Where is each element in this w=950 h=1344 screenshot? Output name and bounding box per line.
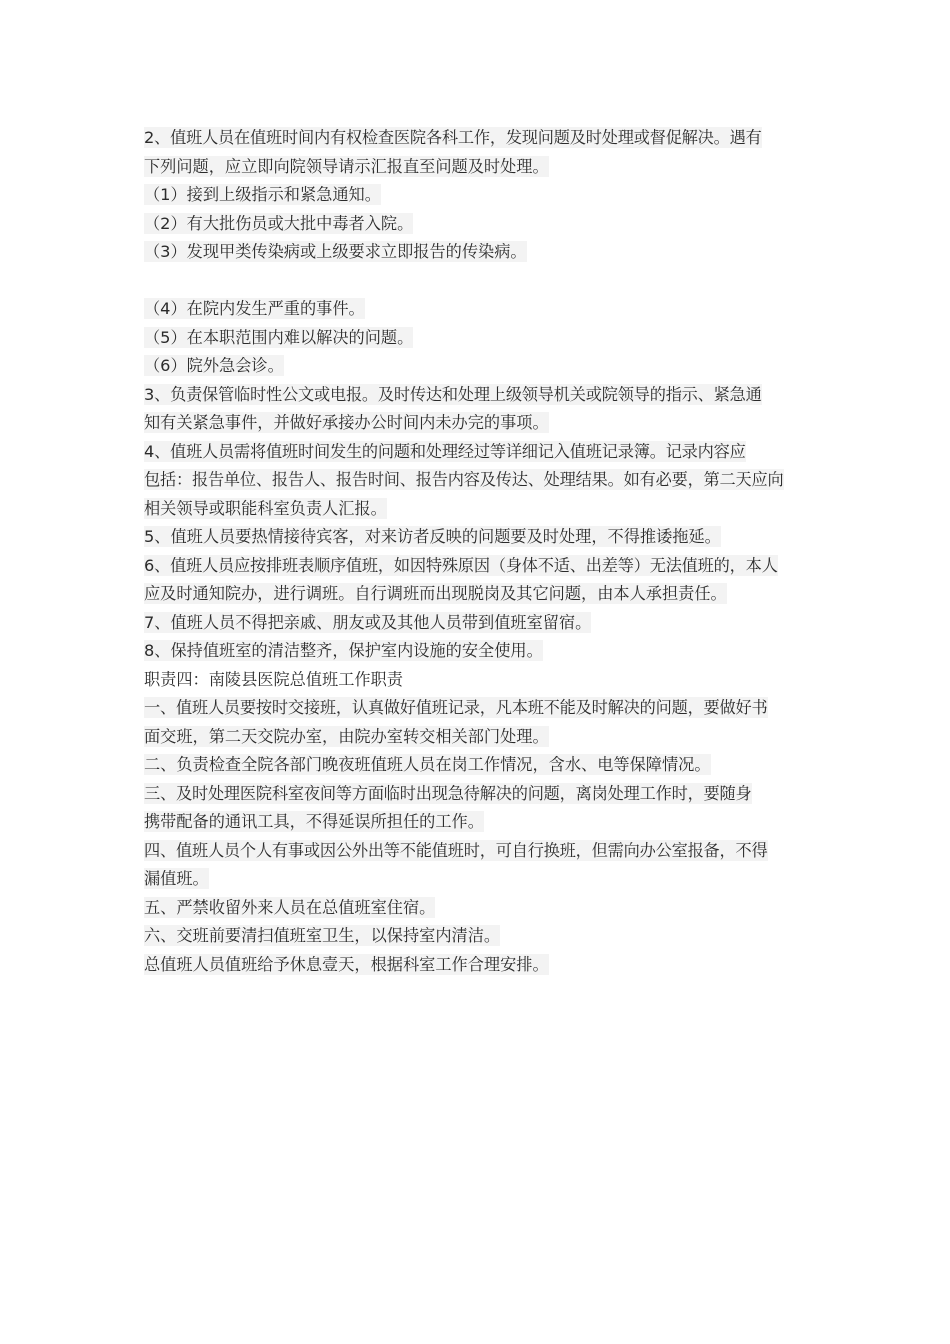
text-line: （5）在本职范围内难以解决的问题。 — [144, 327, 414, 347]
section-heading: 职责四：南陵县医院总值班工作职责 — [144, 669, 403, 689]
text-line: 相关领导或职能科室负责人汇报。 — [144, 498, 387, 518]
text-line: 知有关紧急事件，并做好承接办公时间内未办完的事项。 — [144, 413, 549, 432]
text-line: 六、交班前要清扫值班室卫生，以保持室内清洁。 — [144, 926, 501, 945]
text-line: 5、值班人员要热情接待宾客，对来访者反映的问题要及时处理，不得推诿拖延。 — [144, 527, 721, 546]
text-line: 二、负责检查全院各部门晚夜班值班人员在岗工作情况，含水、电等保障情况。 — [144, 755, 711, 774]
document-body — [144, 124, 810, 979]
text-line: 7、值班人员不得把亲戚、朋友或及其他人员带到值班室留宿。 — [144, 612, 592, 632]
text-line: 五、严禁收留外来人员在总值班室住宿。 — [144, 897, 436, 917]
text-line: 8、保持值班室的清洁整齐，保护室内设施的安全使用。 — [144, 641, 543, 660]
text-line: 总值班人员值班给予休息壹天，根据科室工作合理安排。 — [144, 954, 549, 974]
text-line: （3）发现甲类传染病或上级要求立即报告的传染病。 — [144, 242, 527, 261]
text-line: 三、及时处理医院科室夜间等方面临时出现急待解决的问题，离岗处理工作时，要随身 — [144, 783, 752, 803]
text-line: 携带配备的通讯工具，不得延误所担任的工作。 — [144, 812, 484, 831]
text-line: 应及时通知院办，进行调班。自行调班而出现脱岗及其它问题，由本人承担责任。 — [144, 584, 727, 603]
text-line: （4）在院内发生严重的事件。 — [144, 299, 365, 318]
text-line: （6）院外急会诊。 — [144, 356, 284, 375]
text-line: 下列问题，应立即向院领导请示汇报直至问题及时处理。 — [144, 156, 549, 176]
text-line: （1）接到上级指示和紧急通知。 — [144, 185, 381, 204]
text-line: 漏值班。 — [144, 869, 209, 888]
text-line: （2）有大批伤员或大批中毒者入院。 — [144, 213, 414, 233]
blank-line — [144, 267, 810, 296]
text-line: 2、值班人员在值班时间内有权检查医院各科工作，发现问题及时处理或督促解决。遇有 — [144, 128, 762, 147]
text-line: 4、值班人员需将值班时间发生的问题和处理经过等详细记入值班记录簿。记录内容应 — [144, 441, 746, 461]
text-line: 包括：报告单位、报告人、报告时间、报告内容及传达、处理结果。如有必要，第二天应向 — [144, 470, 784, 489]
text-line: 6、值班人员应按排班表顺序值班，如因特殊原因（身体不适、出差等）无法值班的，本人 — [144, 555, 778, 575]
text-line: 3、负责保管临时性公文或电报。及时传达和处理上级领导机关或院领导的指示、紧急通 — [144, 384, 762, 404]
text-line: 一、值班人员要按时交接班，认真做好值班记录，凡本班不能及时解决的问题，要做好书 — [144, 698, 768, 717]
text-line: 四、值班人员个人有事或因公外出等不能值班时，可自行换班，但需向办公室报备，不得 — [144, 840, 768, 860]
text-line: 面交班，第二天交院办室，由院办室转交相关部门处理。 — [144, 726, 549, 746]
